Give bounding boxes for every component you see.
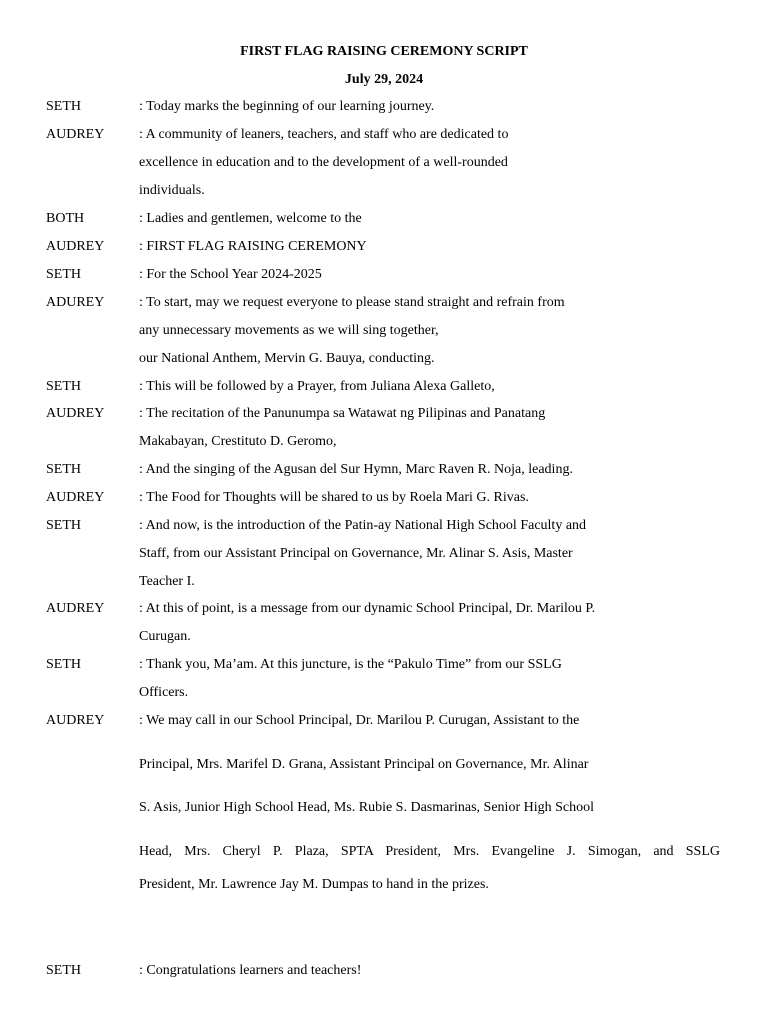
script-line — [0, 265, 768, 285]
script-line — [0, 460, 768, 480]
line-text: : We may call in our School Principal, Dr. Marilou P. Curugan, Assistant to the — [139, 713, 580, 728]
speaker-label: SETH — [46, 379, 81, 394]
script-line — [0, 377, 768, 397]
line-text: : The recitation of the Panunumpa sa Watawat ng Pilipinas and Panatang — [139, 406, 546, 421]
line-text: individuals. — [139, 183, 205, 198]
script-line — [0, 798, 768, 818]
speaker-label: ADUREY — [46, 295, 105, 310]
script-line — [0, 516, 768, 536]
script-line — [0, 181, 768, 201]
line-text: : Thank you, Ma’am. At this juncture, is the “Pakulo Time” from our SSLG — [139, 657, 562, 672]
line-text: Teacher I. — [139, 574, 195, 589]
speaker-label: AUDREY — [46, 601, 105, 616]
line-text: Curugan. — [139, 629, 191, 644]
line-text: Head, Mrs. Cheryl P. Plaza, SPTA President, Mrs. Evangeline J. Simogan, and SSLG — [139, 844, 720, 859]
script-line — [0, 842, 768, 862]
line-text: : FIRST FLAG RAISING CEREMONY — [139, 239, 367, 254]
script-line — [0, 875, 768, 895]
speaker-label: SETH — [46, 99, 81, 114]
script-line — [0, 293, 768, 313]
speaker-label: BOTH — [46, 211, 85, 226]
script-line — [0, 321, 768, 341]
script-line — [0, 237, 768, 257]
script-line — [0, 209, 768, 229]
speaker-label: SETH — [46, 657, 81, 672]
script-line — [0, 755, 768, 775]
script-line — [0, 655, 768, 675]
line-text: : A community of leaners, teachers, and staff who are dedicated to — [139, 127, 509, 142]
script-line — [0, 404, 768, 424]
script-line — [0, 961, 768, 981]
script-line — [0, 627, 768, 647]
line-text: : And now, is the introduction of the Patin-ay National High School Faculty and — [139, 518, 587, 533]
speaker-label: SETH — [46, 518, 81, 533]
line-text: Staff, from our Assistant Principal on Governance, Mr. Alinar S. Asis, Master — [139, 546, 573, 561]
line-text: Principal, Mrs. Marifel D. Grana, Assistant Principal on Governance, Mr. Alinar — [139, 757, 589, 772]
script-line — [0, 544, 768, 564]
speaker-label: AUDREY — [46, 713, 105, 728]
line-text: : To start, may we request everyone to please stand straight and refrain from — [139, 295, 565, 310]
line-text: excellence in education and to the development of a well-rounded — [139, 155, 508, 170]
document-date: July 29, 2024 — [344, 72, 424, 87]
line-text: S. Asis, Junior High School Head, Ms. Rubie S. Dasmarinas, Senior High School — [139, 800, 594, 815]
line-text: : Congratulations learners and teachers! — [139, 963, 362, 978]
script-line — [0, 599, 768, 619]
speaker-label: SETH — [46, 267, 81, 282]
script-line — [0, 572, 768, 592]
script-line — [0, 97, 768, 117]
line-text: : For the School Year 2024-2025 — [139, 267, 322, 282]
script-line — [0, 488, 768, 508]
speaker-label: AUDREY — [46, 127, 105, 142]
speaker-label: SETH — [46, 462, 81, 477]
speaker-label: AUDREY — [46, 406, 105, 421]
line-text: Officers. — [139, 685, 189, 700]
speaker-label: AUDREY — [46, 490, 105, 505]
line-text: President, Mr. Lawrence Jay M. Dumpas to hand in the prizes. — [139, 877, 489, 892]
document-title: FIRST FLAG RAISING CEREMONY SCRIPT — [240, 44, 528, 59]
script-line — [0, 349, 768, 369]
script-line — [0, 432, 768, 452]
line-text: : The Food for Thoughts will be shared to us by Roela Mari G. Rivas. — [139, 490, 529, 505]
line-text: any unnecessary movements as we will sing together, — [139, 323, 439, 338]
line-text: : And the singing of the Agusan del Sur Hymn, Marc Raven R. Noja, leading. — [139, 462, 573, 477]
line-text: : This will be followed by a Prayer, from Juliana Alexa Galleto, — [139, 379, 495, 394]
speaker-label: AUDREY — [46, 239, 105, 254]
line-text: : At this of point, is a message from our dynamic School Principal, Dr. Marilou P. — [139, 601, 596, 616]
line-text: : Today marks the beginning of our learning journey. — [139, 99, 435, 114]
speaker-label: SETH — [46, 963, 81, 978]
script-line — [0, 153, 768, 173]
script-line — [0, 125, 768, 145]
script-line — [0, 711, 768, 731]
line-text: our National Anthem, Mervin G. Bauya, conducting. — [139, 351, 435, 366]
script-line — [0, 683, 768, 703]
line-text: Makabayan, Crestituto D. Geromo, — [139, 434, 337, 449]
line-text: : Ladies and gentlemen, welcome to the — [139, 211, 362, 226]
